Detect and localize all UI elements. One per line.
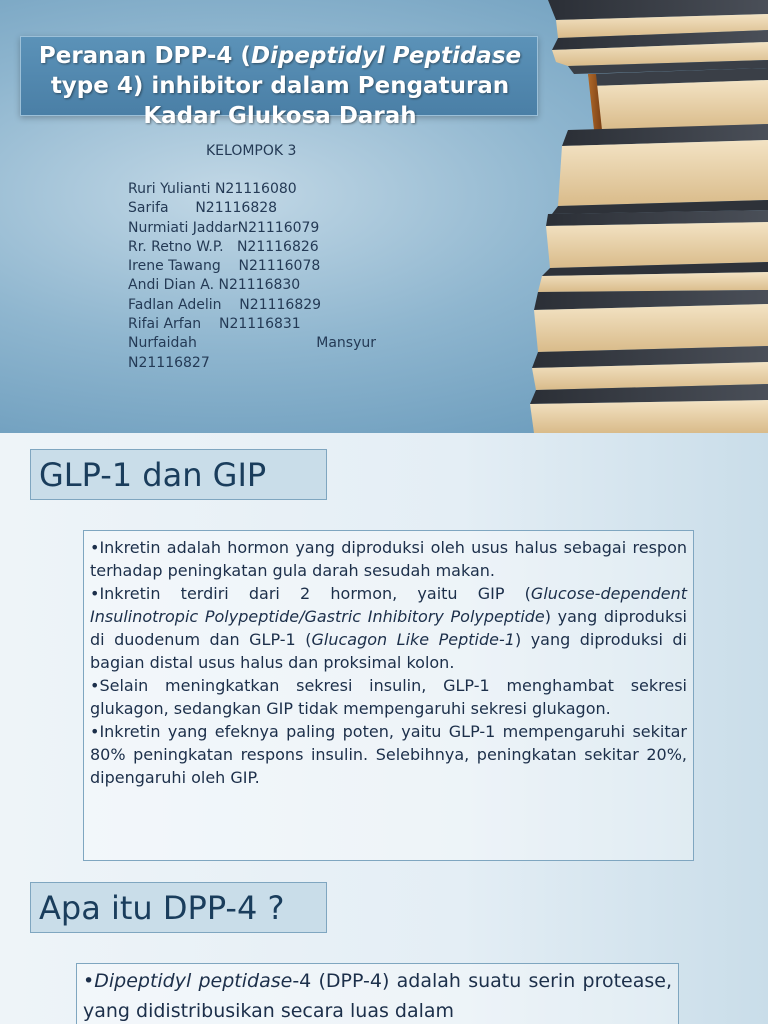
bullet-paragraph: •Selain meningkatkan sekresi insulin, GLP-1 menghambat sekresi glukagon, sedangkan GIP tidak mempengaruhi sekresi glukagon. <box>90 676 687 718</box>
member-item: Rifai Arfan N21116831 <box>128 316 301 333</box>
books-illustration <box>528 0 768 433</box>
book-8 <box>530 362 768 433</box>
group-label: KELOMPOK 3 <box>206 143 297 159</box>
slide-heading: GLP-1 dan GIP <box>30 449 327 500</box>
bullet-paragraph: •Inkretin terdiri dari 2 hormon, yaitu GIP (Glucose-dependent Insulinotropic Polypeptide/Gastric Inhibitory Polypeptide) yang diproduksi di duodenum dan GLP-1 (Glucagon Like Peptide-1) yang diproduksi di bagian distal usus halus dan proksimal kolon. <box>90 584 687 672</box>
bullet-paragraph: •Inkretin adalah hormon yang diproduksi oleh usus halus sebagai respon terhadap peningkatan gula darah sesudah makan. <box>90 538 687 580</box>
member-item: Andi Dian A. N21116830 <box>128 277 301 294</box>
member-item: Nurmiati JaddarN21116079 <box>128 219 320 236</box>
book-7 <box>532 304 768 368</box>
content-box <box>83 530 694 861</box>
member-item <box>128 334 376 353</box>
member-item: Fadlan Adelin N21116829 <box>128 296 322 313</box>
member-list <box>128 180 376 373</box>
title-slide <box>0 0 768 433</box>
book-6 <box>534 272 768 310</box>
member-item: Irene Tawang N21116078 <box>128 258 321 275</box>
slide-title: Peranan DPP-4 (Dipeptidyl Peptidase type 4) inhibitor dalam Pengaturan Kadar Glukosa Darah <box>38 43 522 129</box>
member-first-name: Nurfaidah <box>128 335 197 352</box>
member-last-name: Mansyur <box>316 335 376 352</box>
bullet-paragraph: •Inkretin yang efeknya paling poten, yaitu GLP-1 mempengaruhi sekitar 80% peningkatan respons insulin. Selebihnya, peningkatan sekitar 20%, dipengaruhi oleh GIP. <box>90 722 687 787</box>
book-3 <box>588 68 768 130</box>
book-5 <box>542 210 768 276</box>
content-box <box>76 963 679 1024</box>
glp-gip-slide <box>0 433 768 867</box>
member-item: Rr. Retno W.P. N21116826 <box>128 238 319 255</box>
book-4 <box>552 124 768 214</box>
dpp4-slide <box>0 867 768 1024</box>
slide-heading: Apa itu DPP-4 ? <box>30 882 327 933</box>
member-item: Sarifa N21116828 <box>128 200 278 217</box>
member-nim: N21116827 <box>128 354 210 371</box>
bullet-paragraph: •Dipeptidyl peptidase-4 (DPP-4) adalah suatu serin protease, yang didistribusikan secara luas dalam <box>83 970 672 1022</box>
member-item: Ruri Yulianti N21116080 <box>128 181 297 197</box>
title-box <box>20 36 538 129</box>
